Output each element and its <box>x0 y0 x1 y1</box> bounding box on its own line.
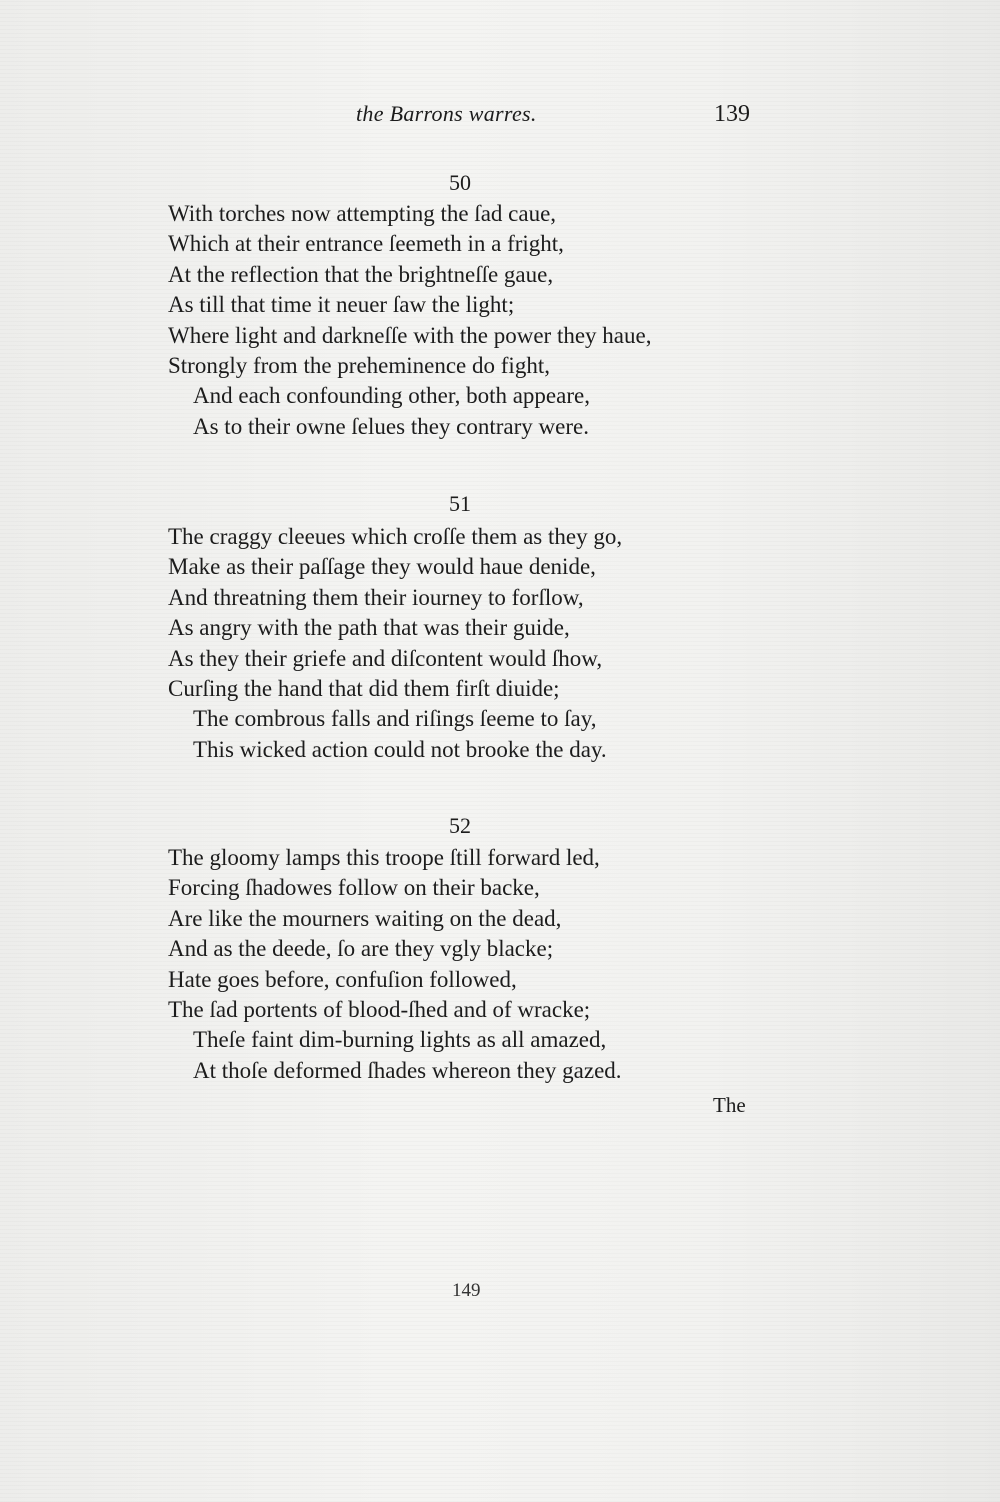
stanza-51 <box>168 522 768 765</box>
verse-line: This wicked action could not brooke the day. <box>193 736 607 762</box>
verse-line: And threatning them their iourney to forſlow, <box>168 584 584 610</box>
stanza-52 <box>168 843 768 1086</box>
stanza-number-52: 52 <box>449 813 471 838</box>
verse-line: As they their griefe and diſcontent would ſhow, <box>168 645 603 671</box>
verse-line: As till that time it neuer ſaw the light; <box>168 292 515 318</box>
verse-line: As angry with the path that was their guide, <box>168 615 570 641</box>
verse-line: Hate goes before, confuſion followed, <box>168 966 517 992</box>
verse-line: Theſe faint dim-burning lights as all amazed, <box>193 1027 607 1053</box>
verse-line: Forcing ſhadowes follow on their backe, <box>168 875 540 901</box>
verse-line: Which at their entrance ſeemeth in a fright, <box>168 231 564 257</box>
verse-line: And each confounding other, both appeare, <box>193 383 590 409</box>
verse-line: The combrous falls and riſings ſeeme to ſay, <box>193 706 597 732</box>
stanza-number-50: 50 <box>449 170 471 195</box>
verse-line: At the reflection that the brightneſſe gaue, <box>168 261 554 287</box>
verse-line: And as the deede, ſo are they vgly blacke; <box>168 936 554 962</box>
verse-line: Are like the mourners waiting on the dead, <box>168 905 562 931</box>
verse-line: The gloomy lamps this troope ſtill forward led, <box>168 845 600 870</box>
verse-line: Make as their paſſage they would haue denide, <box>168 554 596 580</box>
folio-number: 149 <box>452 1280 481 1301</box>
running-head-title: the Barrons warres. <box>356 101 537 126</box>
verse-line: Curſing the hand that did them firſt diuide; <box>168 675 560 701</box>
page-number: 139 <box>714 101 750 127</box>
verse-line: Where light and darkneſſe with the power they haue, <box>168 322 652 348</box>
verse-line: The craggy cleeues which croſſe them as they go, <box>168 524 623 549</box>
stanza-50 <box>168 199 768 442</box>
stanza-number-51: 51 <box>449 491 471 516</box>
verse-line: At thoſe deformed ſhades whereon they gazed. <box>193 1057 622 1083</box>
verse-line: With torches now attempting the ſad caue, <box>168 201 557 226</box>
verse-line: Strongly from the preheminence do fight, <box>168 352 550 378</box>
catchword: The <box>713 1093 746 1117</box>
verse-line: As to their owne ſelues they contrary were. <box>193 413 589 439</box>
verse-line: The ſad portents of blood-ſhed and of wracke; <box>168 996 591 1022</box>
